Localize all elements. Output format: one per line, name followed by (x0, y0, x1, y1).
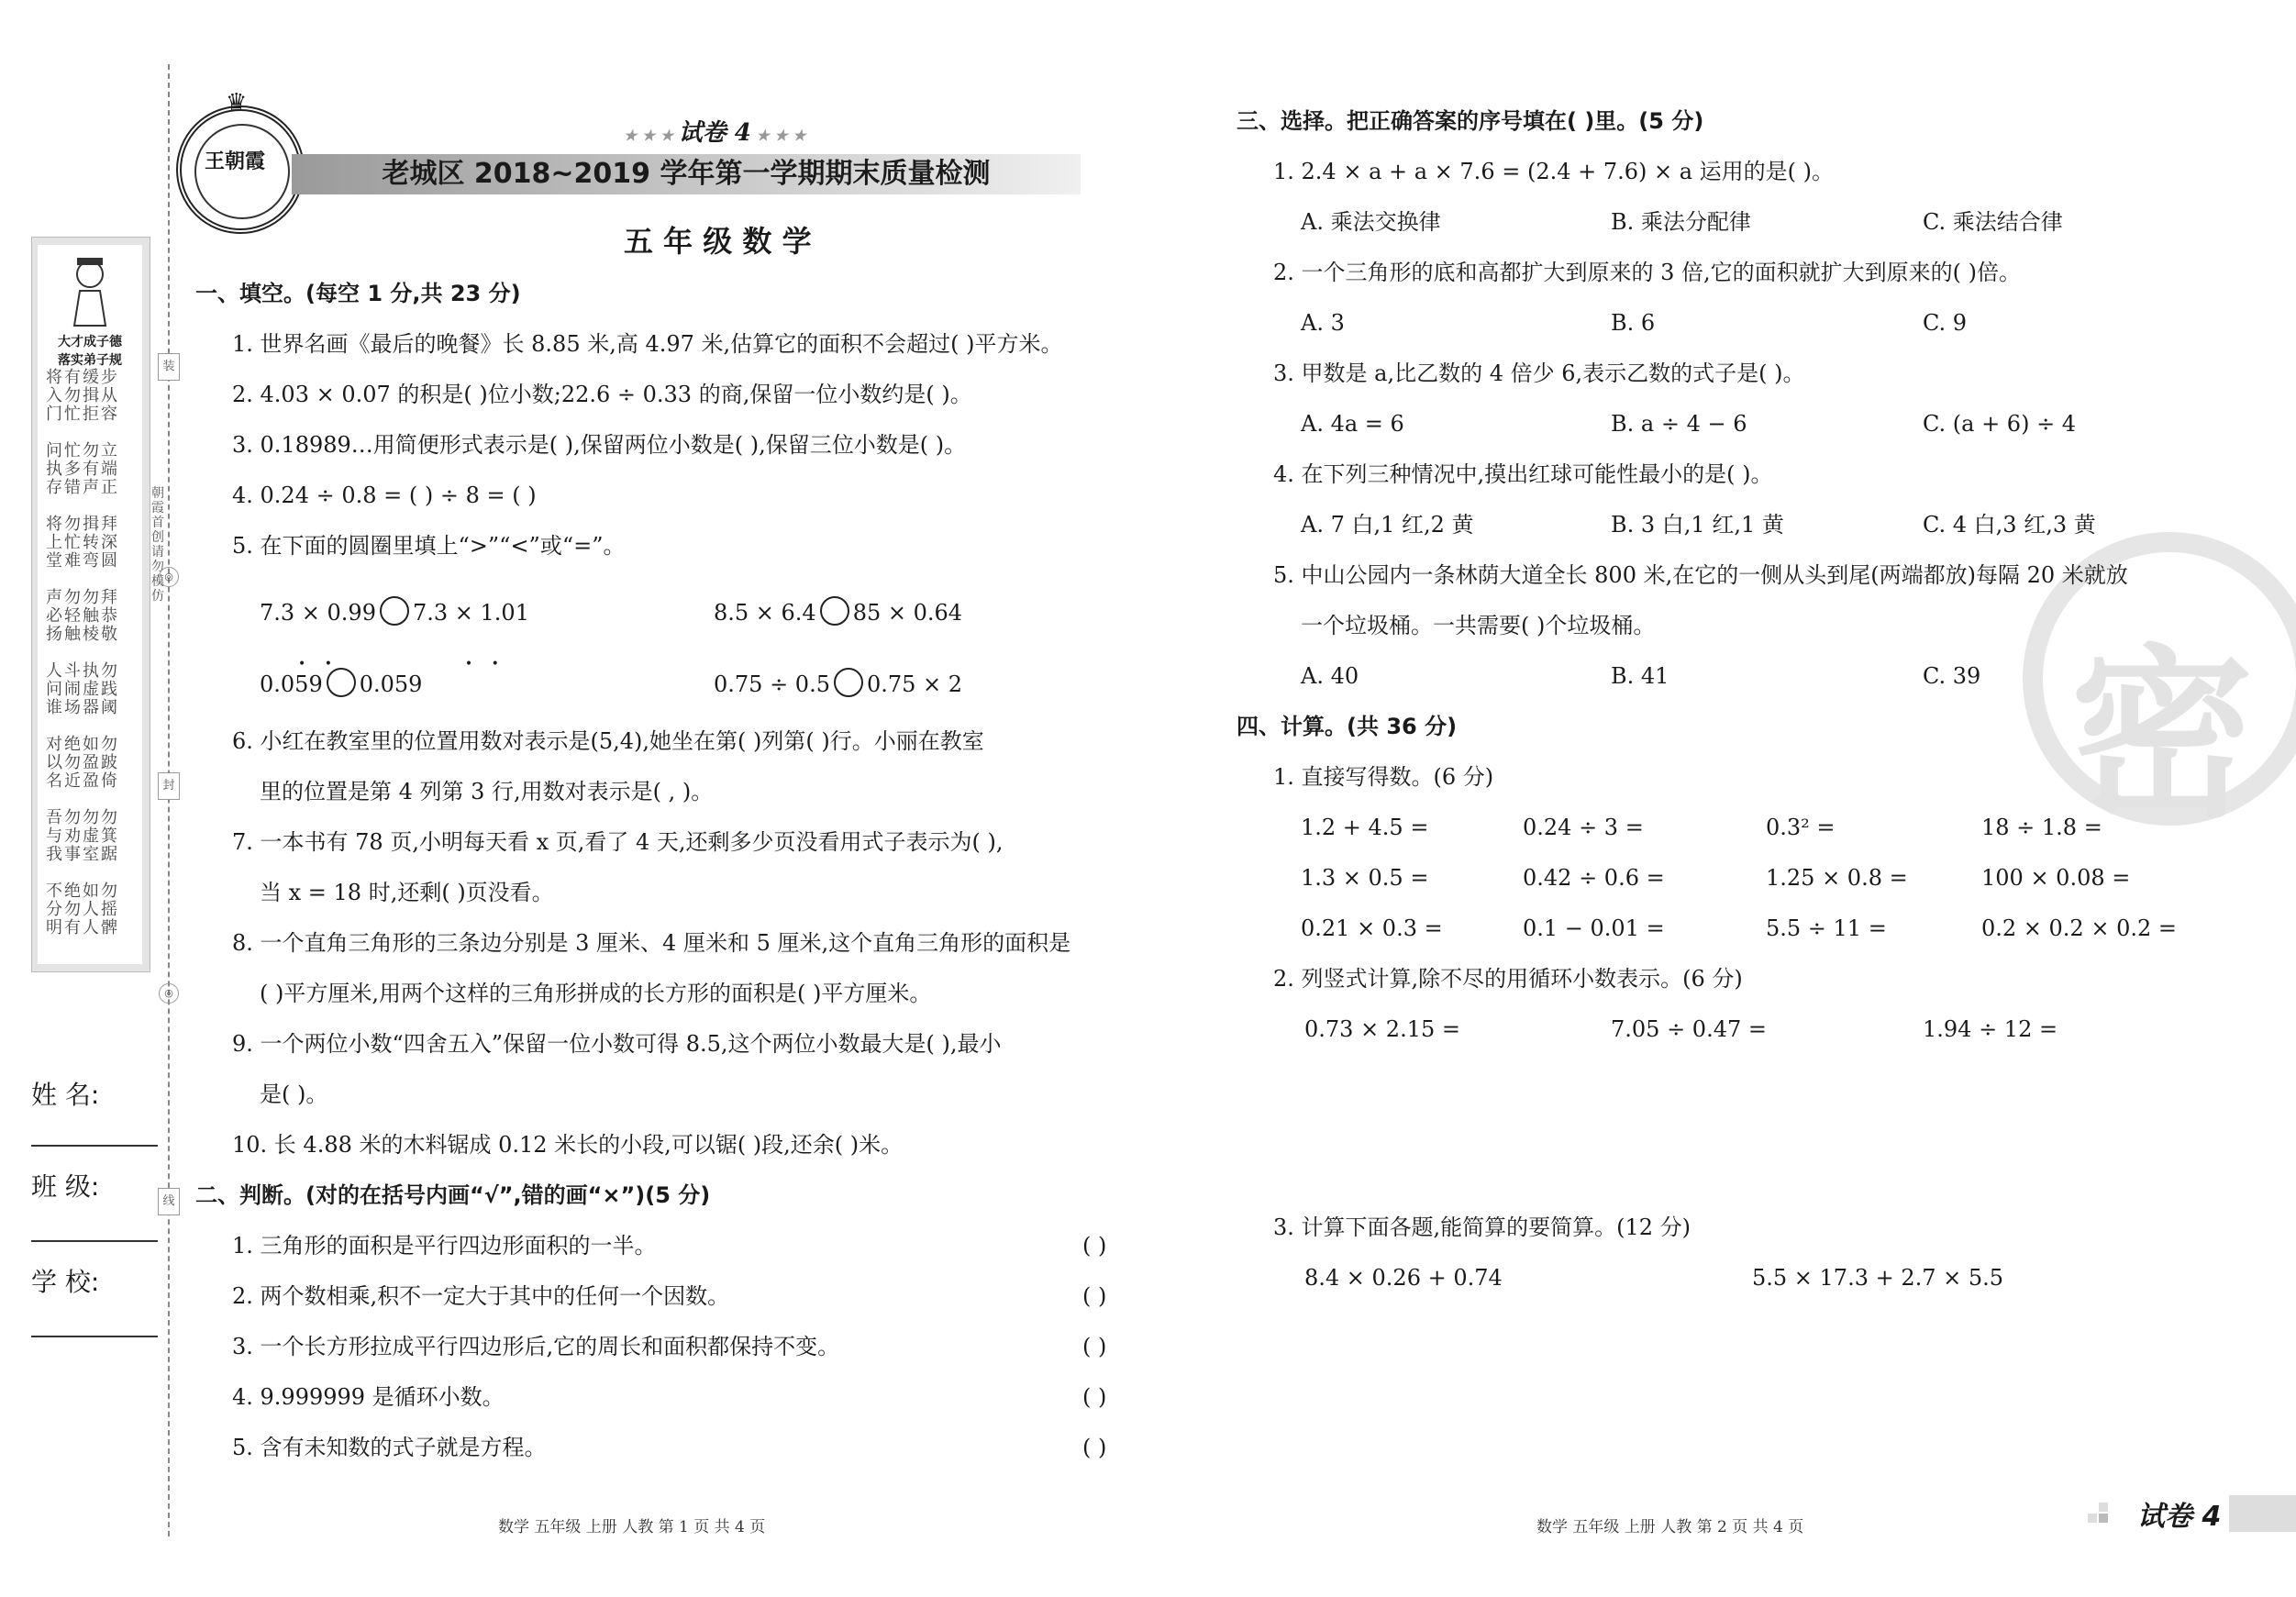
question-6: 6. 小红在教室里的位置用数对表示是(5,4),她坐在第( )列第( )行。小丽在教室 (232, 728, 984, 754)
question-9-cont: 是( )。 (260, 1081, 328, 1107)
choice-question-3: 3. 甲数是 a,比乙数的 4 倍少 6,表示乙数的式子是( )。 (1273, 360, 1805, 386)
confidential-watermark: 密 (2023, 532, 2296, 826)
section-fill-blank: 一、填空。(每空 1 分,共 23 分) (195, 281, 521, 306)
choice-question-5: 5. 中山公园内一条林荫大道全长 800 米,在它的一侧从头到尾(两端都放)每隔 20 米就放 (1273, 562, 2128, 588)
question-8-cont: ( )平方厘米,用两个这样的三角形拼成的长方形的面积是( )平方厘米。 (260, 981, 932, 1006)
judge-answer-box[interactable]: ( ) (1082, 1233, 1107, 1259)
section-calculate: 四、计算。(共 36 分) (1237, 714, 1458, 739)
compare-circle[interactable] (820, 596, 849, 626)
vertical-calc: 1.94 ÷ 12 = (1923, 1016, 2058, 1042)
seal-mark-feng: 封 (158, 772, 180, 800)
question-5: 5. 在下面的圆圈里填上“>”“<”或“=”。 (232, 533, 626, 559)
vertical-calc: 0.73 × 2.15 = (1304, 1016, 1460, 1042)
repeating-dot-marks: • • • • (298, 657, 506, 671)
series-label: ★ ★ ★ 试卷 4 ★ ★ ★ (624, 119, 806, 147)
judge-item-5: 5. 含有未知数的式子就是方程。 (232, 1435, 547, 1460)
direct-calc: 1.3 × 0.5 = (1301, 865, 1429, 891)
motto-caption-2: 落实弟子规 (58, 353, 122, 368)
compare-circle[interactable] (327, 668, 356, 697)
choice-option[interactable]: A. 7 白,1 红,2 黄 (1301, 512, 1474, 538)
choice-question-1: 1. 2.4 × a + a × 7.6 = (2.4 + 7.6) × a 运用的是( )。 (1273, 159, 1835, 184)
question-4: 4. 0.24 ÷ 0.8 = ( ) ÷ 8 = ( ) (232, 482, 537, 508)
judge-answer-box[interactable]: ( ) (1082, 1435, 1107, 1460)
question-2: 2. 4.03 × 0.07 的积是( )位小数;22.6 ÷ 0.33 的商,保留一位小数约是( )。 (232, 382, 972, 407)
school-input-line[interactable] (31, 1336, 158, 1337)
calc-part-2: 2. 列竖式计算,除不尽的用循环小数表示。(6 分) (1273, 966, 1743, 992)
choice-option[interactable]: B. 乘法分配律 (1611, 209, 1751, 235)
judge-answer-box[interactable]: ( ) (1082, 1334, 1107, 1359)
choice-question-4: 4. 在下列三种情况中,摸出红球可能性最小的是( )。 (1273, 461, 1773, 487)
direct-calc: 0.21 × 0.3 = (1301, 915, 1443, 941)
choice-option[interactable]: B. 41 (1611, 663, 1669, 689)
vertical-calc: 7.05 ÷ 0.47 = (1611, 1016, 1767, 1042)
choice-option[interactable]: C. 乘法结合律 (1923, 209, 2063, 235)
motto-caption-1: 大才成子德 (58, 335, 122, 349)
direct-calc: 5.5 ÷ 11 = (1766, 915, 1887, 941)
question-7-cont: 当 x = 18 时,还剩( )页没看。 (260, 880, 554, 905)
choice-question-5-cont: 一个垃圾桶。一共需要( )个垃圾桶。 (1301, 613, 1656, 638)
seal-mark-zhuang: 装 (158, 353, 180, 381)
section-choice: 三、选择。把正确答案的序号填在( )里。(5 分) (1237, 108, 1704, 134)
judge-answer-box[interactable]: ( ) (1082, 1384, 1107, 1410)
logo-text: 王朝霞 (204, 150, 265, 173)
field-name-label: 姓 名: (31, 1080, 100, 1110)
compare-circle[interactable] (834, 668, 863, 697)
judge-item-4: 4. 9.999999 是循环小数。 (232, 1384, 505, 1410)
choice-option[interactable]: B. 6 (1611, 310, 1656, 336)
choice-option[interactable]: B. a ÷ 4 − 6 (1611, 411, 1747, 437)
punch-hole-icon: ◎ (159, 567, 179, 587)
simplify-calc: 5.5 × 17.3 + 2.7 × 5.5 (1752, 1265, 2004, 1291)
seal-mark-xian: 线 (158, 1188, 180, 1215)
direct-calc: 0.1 − 0.01 = (1523, 915, 1665, 941)
choice-option[interactable]: A. 3 (1301, 310, 1345, 336)
compare-row: 8.5 × 6.4 85 × 0.64 (714, 596, 962, 627)
binding-line (168, 64, 170, 1536)
direct-calc: 0.24 ÷ 3 = (1523, 815, 1644, 840)
brand-logo (176, 89, 305, 234)
direct-calc: 1.2 + 4.5 = (1301, 815, 1429, 840)
exam-subtitle: 五 年 级 数 学 (624, 224, 812, 259)
judge-answer-box[interactable]: ( ) (1082, 1283, 1107, 1309)
question-1: 1. 世界名画《最后的晚餐》长 8.85 米,高 4.97 米,估算它的面积不会超过( )平方米。 (232, 331, 1063, 357)
page-footer-1: 数学 五年级 上册 人教 第 1 页 共 4 页 (498, 1518, 766, 1536)
name-input-line[interactable] (31, 1145, 158, 1147)
choice-option[interactable]: A. 乘法交换律 (1301, 209, 1441, 235)
compare-row: 0.059 0.059 (260, 668, 422, 698)
choice-option[interactable]: A. 40 (1301, 663, 1359, 689)
choice-option[interactable]: B. 3 白,1 红,1 黄 (1611, 512, 1784, 538)
direct-calc: 1.25 × 0.8 = (1766, 865, 1908, 891)
judge-item-1: 1. 三角形的面积是平行四边形面积的一半。 (232, 1233, 657, 1259)
question-8: 8. 一个直角三角形的三条边分别是 3 厘米、4 厘米和 5 厘米,这个直角三角形的面积是 (232, 930, 1071, 956)
compare-row: 0.75 ÷ 0.5 0.75 × 2 (714, 668, 962, 698)
question-7: 7. 一本书有 78 页,小明每天看 x 页,看了 4 天,还剩多少页没看用式子表示为( ), (232, 829, 1004, 855)
judge-item-3: 3. 一个长方形拉成平行四边形后,它的周长和面积都保持不变。 (232, 1334, 840, 1359)
choice-option[interactable]: C. 39 (1923, 663, 1981, 689)
compare-circle[interactable] (380, 596, 409, 626)
compare-row: 7.3 × 0.99 7.3 × 1.01 (260, 596, 529, 627)
question-6-cont: 里的位置是第 4 列第 3 行,用数对表示是( , )。 (260, 779, 714, 804)
choice-option[interactable]: C. (a + 6) ÷ 4 (1923, 411, 2077, 437)
calc-part-1: 1. 直接写得数。(6 分) (1273, 764, 1494, 790)
question-3: 3. 0.18989…用简便形式表示是( ),保留两位小数是( ),保留三位小数是( )。 (232, 432, 967, 458)
crown-icon: ♛ (226, 89, 248, 116)
exam-title: 老城区 2018~2019 学年第一学期期末质量检测 (382, 158, 991, 190)
question-9: 9. 一个两位小数“四舍五入”保留一位小数可得 8.5,这个两位小数最大是( ),最小 (232, 1031, 1002, 1057)
choice-option[interactable]: C. 9 (1923, 310, 1968, 336)
series-tag: 试卷 4 (2137, 1501, 2222, 1533)
direct-calc: 18 ÷ 1.8 = (1981, 815, 2102, 840)
simplify-calc: 8.4 × 0.26 + 0.74 (1304, 1265, 1503, 1291)
choice-option[interactable]: A. 4a = 6 (1301, 411, 1404, 437)
choice-question-2: 2. 一个三角形的底和高都扩大到原来的 3 倍,它的面积就扩大到原来的( )倍。 (1273, 260, 2022, 285)
question-10: 10. 长 4.88 米的木料锯成 0.12 米长的小段,可以锯( )段,还余( )米。 (232, 1132, 904, 1158)
direct-calc: 0.3² = (1766, 815, 1836, 840)
tag-bar (2229, 1495, 2296, 1532)
side-note: 朝霞首创 请勿模仿 (151, 486, 164, 604)
class-input-line[interactable] (31, 1240, 158, 1242)
direct-calc: 0.42 ÷ 0.6 = (1523, 865, 1665, 891)
field-school-label: 学 校: (31, 1267, 100, 1297)
punch-hole-icon: ◎ (159, 983, 179, 1004)
motto-text: 将有缓步 入勿揖从 门忙拒容 问忙勿立 执多有端 存错声正 将勿揖拜 上忙转深 堂难弯圆 声勿勿拜 必轻触恭 扬触棱敬 人斗执勿 问闹虚践 谁场器阈 对绝如勿 以勿盈跛 名近盈倚 吾勿勿勿 与劝虚箕 我事室踞 不绝如勿 分勿人摇 明有人髀 (46, 368, 119, 937)
page-footer-2: 数学 五年级 上册 人教 第 2 页 共 4 页 (1536, 1518, 1804, 1536)
choice-option[interactable]: C. 4 白,3 红,3 黄 (1923, 512, 2096, 538)
direct-calc: 0.2 × 0.2 × 0.2 = (1981, 915, 2177, 941)
calc-part-3: 3. 计算下面各题,能简算的要简算。(12 分) (1273, 1214, 1691, 1240)
section-judge: 二、判断。(对的在括号内画“√”,错的画“×”)(5 分) (195, 1182, 711, 1208)
field-class-label: 班 级: (31, 1171, 100, 1202)
scholar-figure (67, 254, 113, 327)
direct-calc: 100 × 0.08 = (1981, 865, 2131, 891)
judge-item-2: 2. 两个数相乘,积不一定大于其中的任何一个因数。 (232, 1283, 730, 1309)
